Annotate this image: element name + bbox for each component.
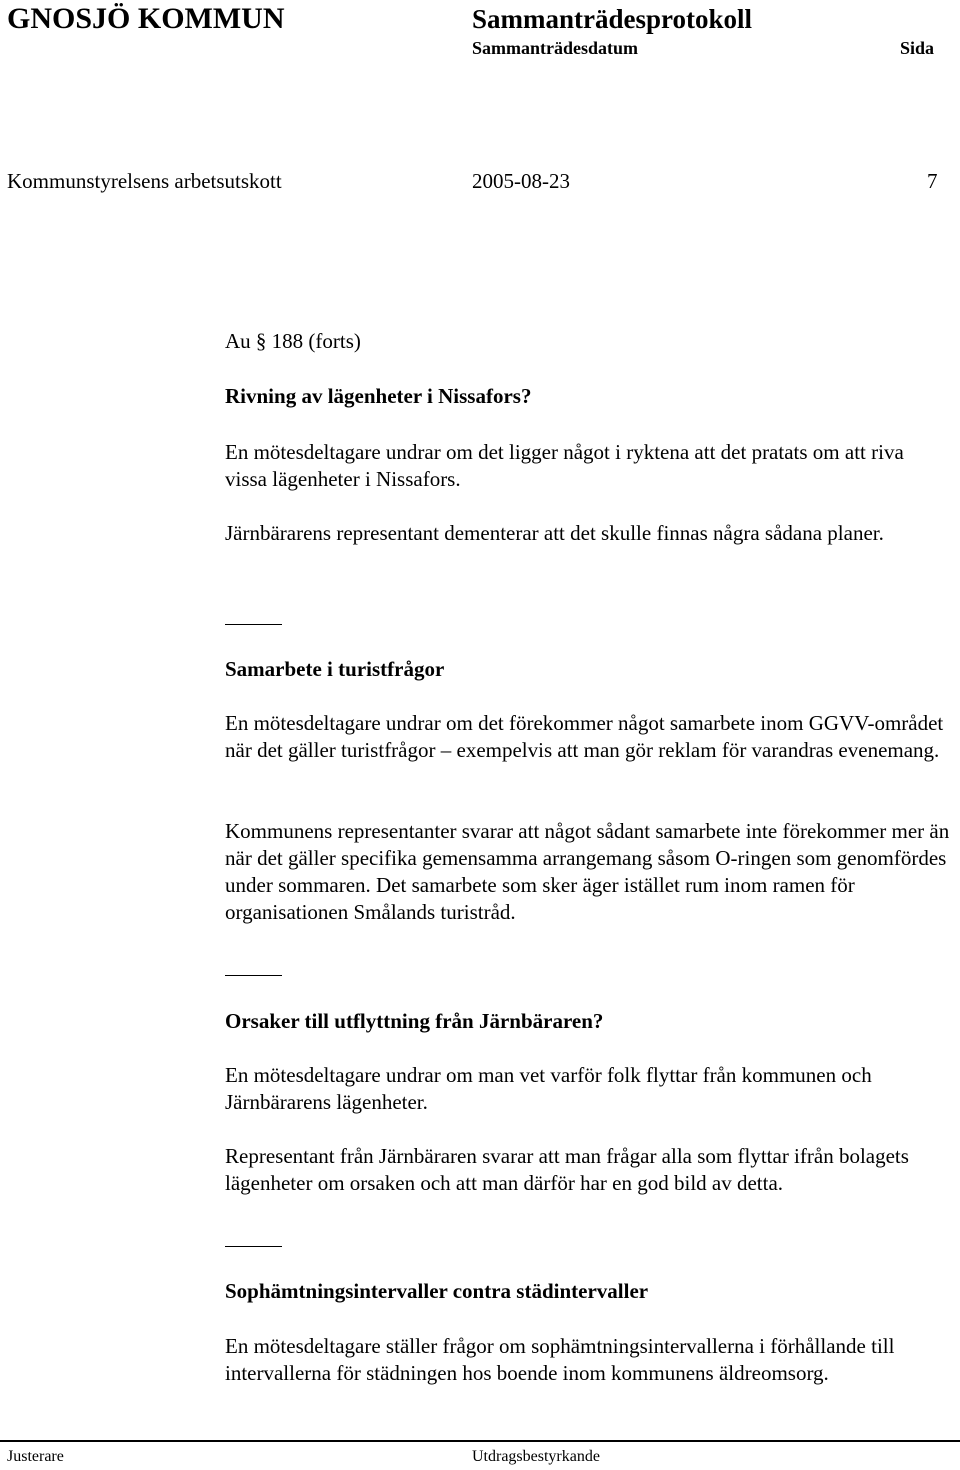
section-tourism-text-2: Kommunens representanter svarar att något sådant samarbete inte förekommer mer än när det gäller specifika gemensamma arrangemang såsom O-ringen som genomfördes under sommaren. Det samarbete som sker äger istället rum inom ramen för organisationen Smålands turistråd. [225, 819, 950, 924]
section-waste-collection-text: En mötesdeltagare ställer frågor om sophämtningsintervallerna i förhållande till intervallerna för städningen hos boende inom kommunens äldreomsorg. [225, 1334, 895, 1385]
section-heading-relocation: Orsaker till utflyttning från Järnbäraren? [225, 1009, 604, 1033]
organization-name: GNOSJÖ KOMMUN [7, 2, 285, 35]
page-label: Sida [900, 38, 935, 58]
committee-name: Kommunstyrelsens arbetsutskott [7, 169, 282, 193]
section-heading-waste-collection: Sophämtningsintervaller contra städintervaller [225, 1279, 649, 1303]
section-divider [225, 975, 282, 976]
footer-certification-label: Utdragsbestyrkande [472, 1448, 600, 1465]
section-relocation-text-2: Representant från Järnbäraren svarar att man frågar alla som flyttar ifrån bolagets lägenheter om orsaken och att man därför har en god bild av detta. [225, 1144, 909, 1195]
section-divider [225, 624, 282, 625]
date-label: Sammanträdesdatum [472, 38, 639, 58]
section-divider [225, 1246, 282, 1247]
paragraph-reference: Au § 188 (forts) [225, 329, 361, 353]
section-heading-tourism: Samarbete i turistfrågor [225, 657, 445, 681]
meeting-date: 2005-08-23 [472, 169, 570, 193]
footer-rule [0, 1440, 960, 1442]
section-demolition-text-1: En mötesdeltagare undrar om det ligger något i ryktena att det pratats om att riva vissa lägenheter i Nissafors. [225, 440, 904, 491]
section-tourism-text-1: En mötesdeltagare undrar om det förekommer något samarbete inom GGVV-området när det gäller turistfrågor – exempelvis att man gör reklam för varandras evenemang. [225, 711, 944, 762]
document-type: Sammanträdesprotokoll [472, 4, 753, 34]
page-number: 7 [927, 169, 938, 193]
section-heading-demolition: Rivning av lägenheter i Nissafors? [225, 384, 532, 408]
section-demolition-text-2: Järnbärarens representant dementerar att det skulle finnas några sådana planer. [225, 521, 884, 545]
section-relocation-text-1: En mötesdeltagare undrar om man vet varför folk flyttar från kommunen och Järnbärarens lägenheter. [225, 1063, 872, 1114]
footer-adjuster-label: Justerare [7, 1448, 64, 1465]
